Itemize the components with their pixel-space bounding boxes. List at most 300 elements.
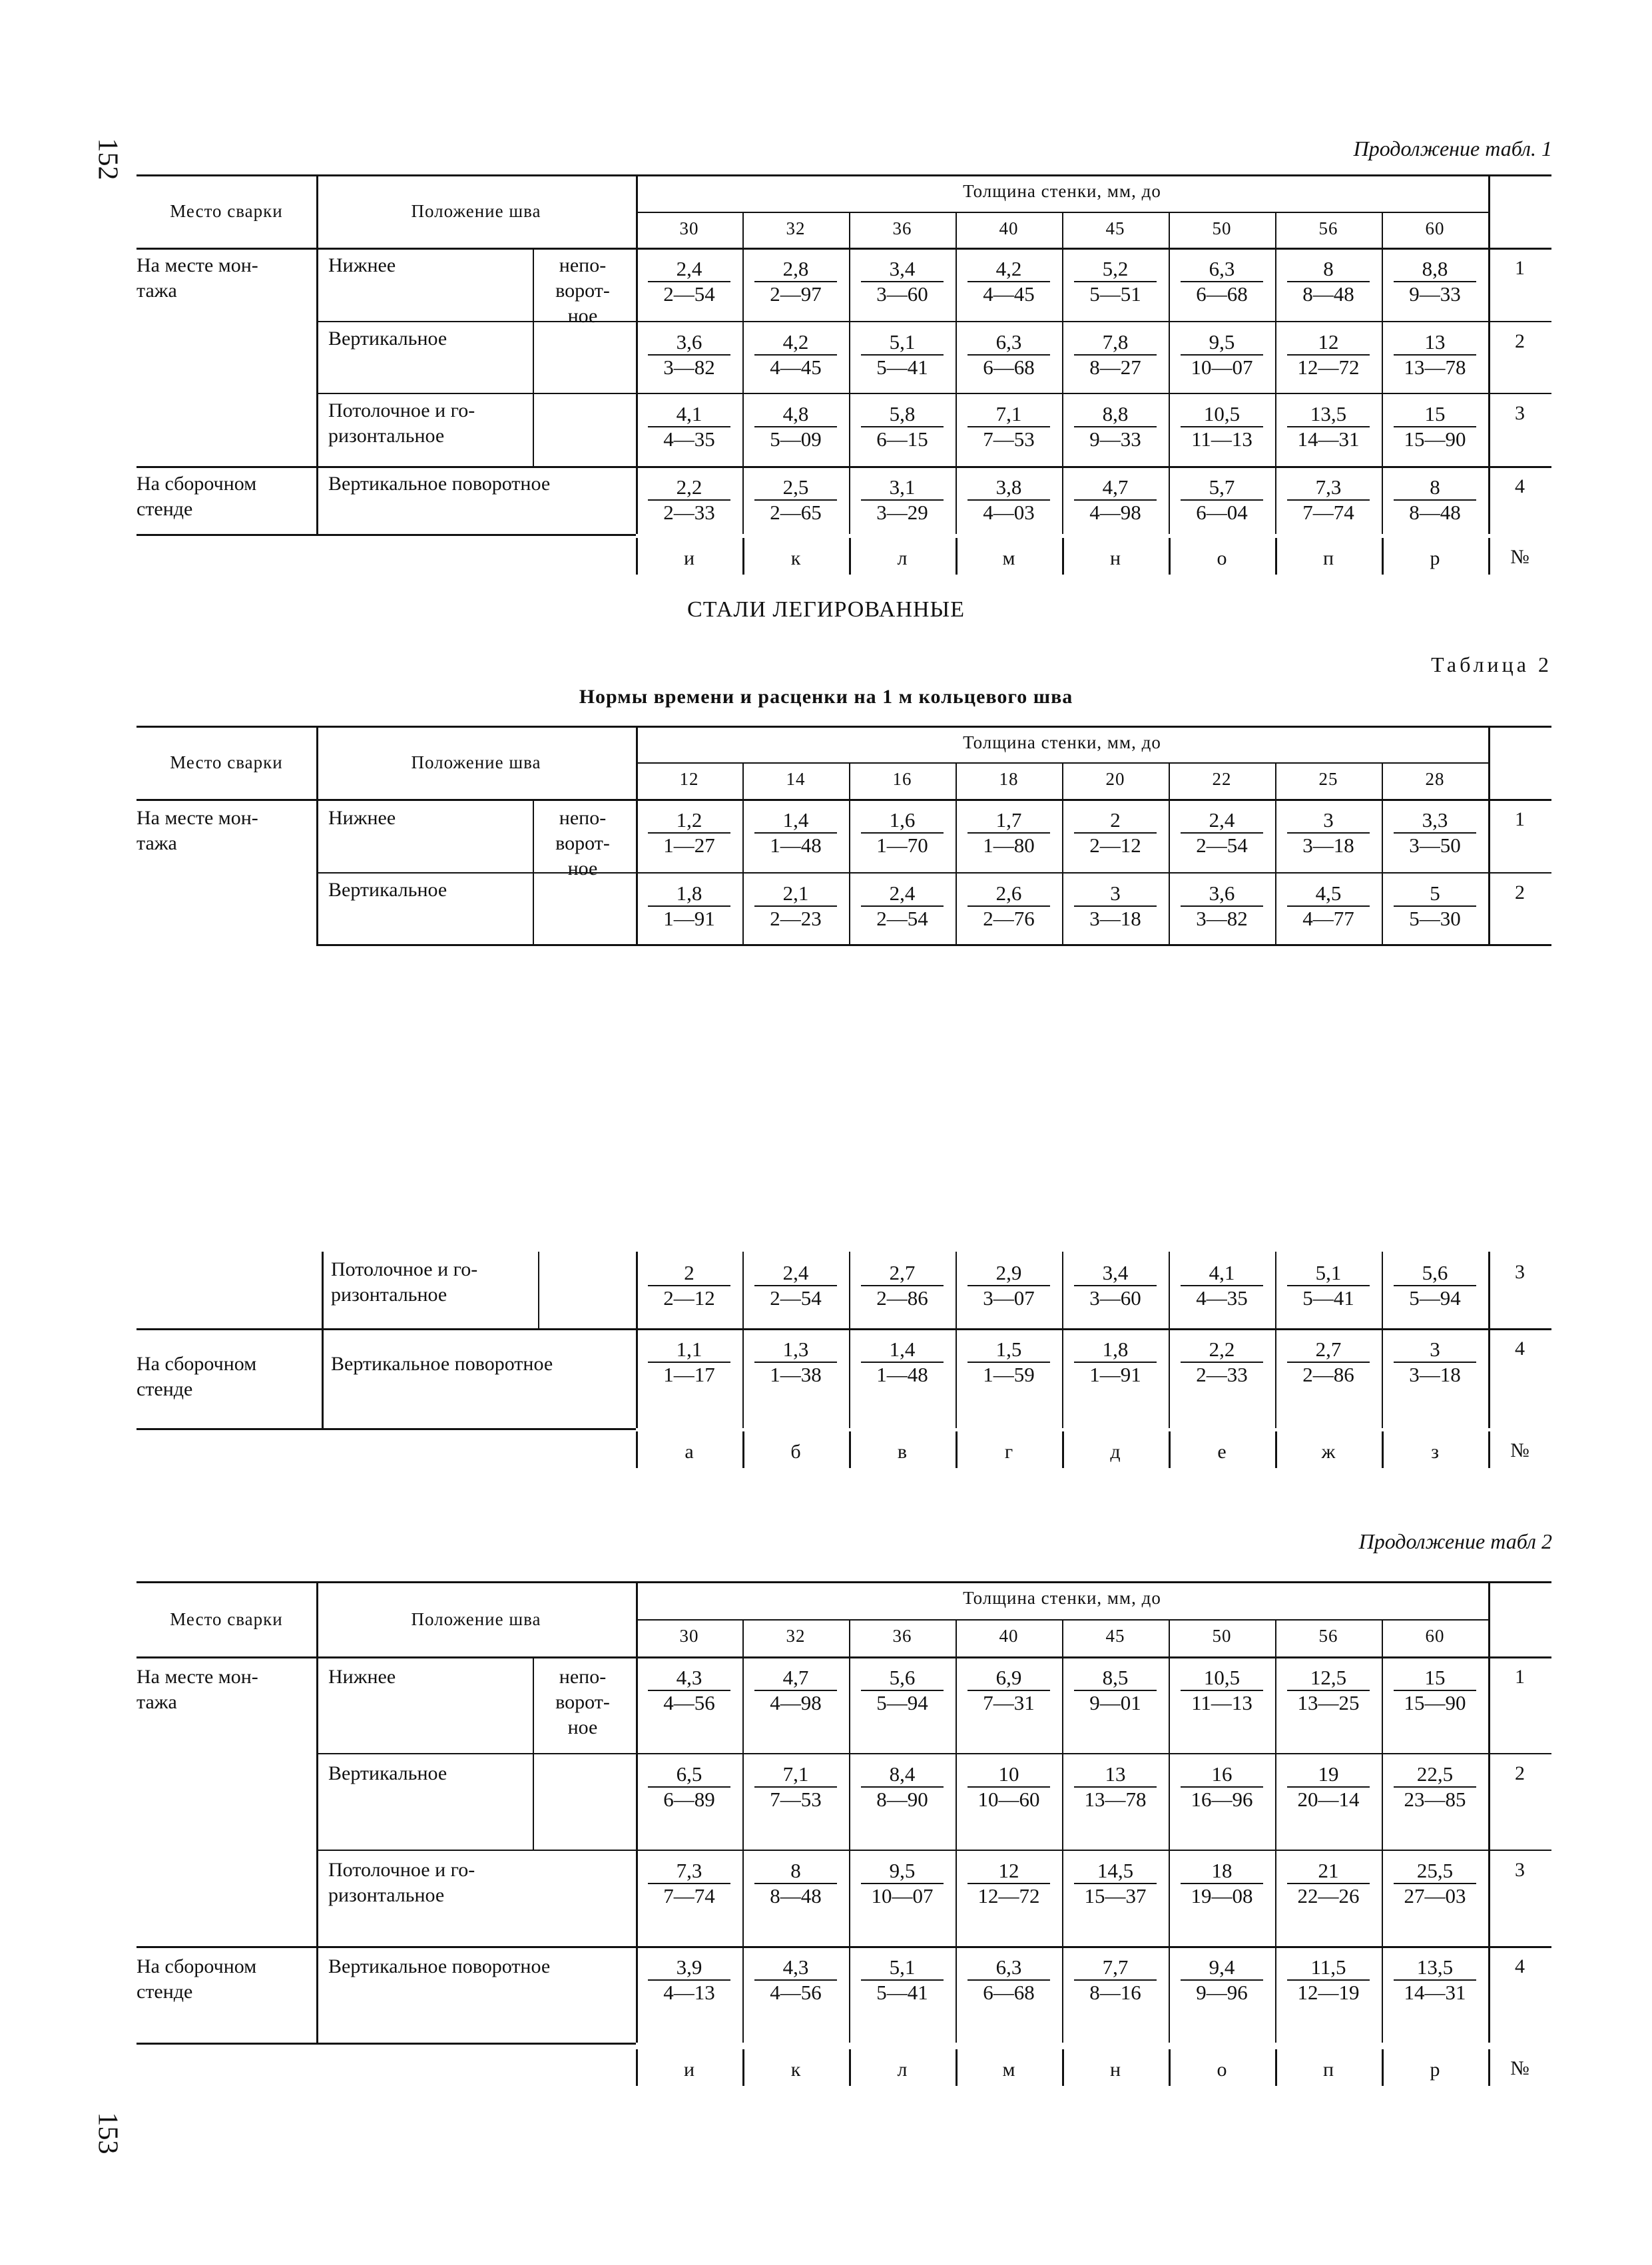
column-line (1275, 321, 1276, 393)
norm-price-fraction (1382, 257, 1488, 306)
price: 7—74 (1287, 499, 1370, 525)
norm-price-fraction (1382, 808, 1488, 858)
time-norm: 13,5 (1310, 402, 1347, 425)
norm-price-fraction (1169, 1955, 1275, 2005)
norm-price-fraction (956, 1338, 1062, 1387)
row-number: 4 (1515, 1338, 1525, 1360)
label-site: На месте мон- тажа (137, 807, 258, 854)
column-line (1275, 1252, 1276, 1328)
rule-line (137, 1428, 636, 1430)
column-letter: м (1002, 2059, 1015, 2081)
norm-price-fraction (1382, 1261, 1488, 1310)
rule-line (137, 1581, 1551, 1583)
price: 20—14 (1287, 1786, 1370, 1812)
price: 2—97 (754, 281, 837, 306)
time-norm: 8,8 (1422, 257, 1448, 280)
norm-price-fraction (742, 881, 849, 931)
column-line (1275, 1328, 1276, 1428)
column-letter: о (1217, 547, 1227, 569)
price: 14—31 (1394, 1979, 1476, 2005)
norm-price-fraction (1169, 257, 1275, 306)
norm-price-fraction (636, 1762, 742, 1812)
column-line (1382, 466, 1383, 534)
column-line (742, 538, 744, 575)
rule-line (137, 1328, 1551, 1330)
norm-price-fraction (636, 330, 742, 379)
norm-price-fraction (1062, 1338, 1169, 1387)
time-norm: 2,4 (782, 1261, 809, 1284)
column-line (1275, 1946, 1276, 2043)
header-place: Место сварки (170, 752, 283, 772)
column-letter: и (683, 2059, 695, 2081)
norm-price-fraction (849, 257, 956, 306)
column-line (1488, 1581, 1490, 1656)
column-line (1169, 1431, 1171, 1468)
row-number: 4 (1515, 475, 1525, 497)
column-letter: б (790, 1441, 801, 1463)
norm-price-fraction (636, 475, 742, 525)
column-thickness: 36 (892, 218, 912, 238)
time-norm: 16 (1211, 1762, 1233, 1786)
column-line (1169, 466, 1170, 534)
column-line (636, 1328, 638, 1428)
column-line (1062, 799, 1063, 872)
price: 3—82 (648, 354, 730, 379)
price: 5—09 (754, 426, 837, 451)
norm-price-fraction (849, 881, 956, 931)
price: 9—96 (1181, 1979, 1263, 2005)
price: 5—41 (1287, 1285, 1370, 1310)
column-line (1169, 1850, 1170, 1946)
norm-price-fraction (849, 1859, 956, 1908)
column-line (1488, 1946, 1490, 2043)
price: 3—07 (967, 1285, 1050, 1310)
column-line (742, 1431, 744, 1468)
column-thickness: 36 (892, 1626, 912, 1646)
price: 19—08 (1181, 1883, 1263, 1908)
row-number: 1 (1515, 257, 1525, 279)
norm-price-fraction (1062, 1261, 1169, 1310)
time-norm: 4,2 (995, 257, 1022, 280)
time-norm: 2,4 (889, 881, 916, 905)
price: 4—03 (967, 499, 1050, 525)
column-line (1169, 248, 1170, 321)
column-line (538, 1252, 539, 1328)
column-line (636, 248, 638, 321)
row-number: 1 (1515, 808, 1525, 830)
norm-price-fraction (849, 330, 956, 379)
row-number: 3 (1515, 1261, 1525, 1283)
price: 2—33 (1181, 1362, 1263, 1387)
price: 4—77 (1287, 905, 1370, 931)
price: 2—54 (648, 281, 730, 306)
time-norm: 21 (1318, 1859, 1339, 1882)
time-norm: 6,3 (995, 1955, 1022, 1979)
time-norm: 15 (1424, 402, 1446, 425)
column-line (849, 538, 851, 575)
time-norm: 2,4 (1209, 808, 1235, 832)
time-norm: 3,1 (889, 475, 916, 499)
column-thickness: 45 (1105, 218, 1125, 238)
header-place: Место сварки (170, 1609, 283, 1629)
label-vertical-rotating: Вертикальное поворотное (328, 473, 551, 495)
column-line (636, 538, 638, 575)
column-line (1169, 1252, 1170, 1328)
norm-price-fraction (742, 402, 849, 451)
table2-cont-note: Продолжение табл 2 (1358, 1529, 1552, 1553)
time-norm: 7,3 (1315, 475, 1342, 499)
price: 2—54 (1181, 832, 1263, 858)
price: 7—53 (754, 1786, 837, 1812)
column-line (636, 799, 638, 872)
price: 1—91 (1074, 1362, 1157, 1387)
column-line (1275, 1753, 1276, 1850)
norm-price-fraction (742, 1338, 849, 1387)
time-norm: 8 (790, 1859, 801, 1882)
norm-price-fraction (956, 257, 1062, 306)
column-line (533, 248, 534, 466)
price: 7—31 (967, 1690, 1050, 1715)
column-line (1169, 1946, 1170, 2043)
time-norm: 1,2 (676, 808, 702, 832)
rule-line (137, 174, 1551, 176)
column-line (1488, 872, 1490, 944)
row-number: 2 (1515, 330, 1525, 352)
time-norm: 8,4 (889, 1762, 916, 1786)
column-line (1382, 321, 1383, 393)
price: 5—94 (1394, 1285, 1476, 1310)
norm-price-fraction (1169, 475, 1275, 525)
column-thickness: 30 (679, 1626, 699, 1646)
column-line (956, 2049, 958, 2086)
column-letter: з (1431, 1441, 1439, 1463)
norm-price-fraction (1062, 475, 1169, 525)
column-line (1488, 538, 1490, 575)
time-norm: 10,5 (1203, 402, 1240, 425)
norm-price-fraction (636, 402, 742, 451)
column-line (1488, 2049, 1490, 2086)
price: 6—89 (648, 1786, 730, 1812)
rule-line (137, 1656, 1551, 1658)
price: 22—26 (1287, 1883, 1370, 1908)
column-line (1062, 1753, 1063, 1850)
column-line (1382, 393, 1383, 466)
column-line (742, 1753, 744, 1850)
norm-price-fraction (636, 1666, 742, 1715)
price: 2—33 (648, 499, 730, 525)
column-line (1062, 872, 1063, 944)
column-line (956, 321, 957, 393)
price: 14—31 (1287, 426, 1370, 451)
label-stand: На сборочном стенде (137, 473, 257, 520)
price: 7—74 (648, 1883, 730, 1908)
norm-price-fraction (636, 257, 742, 306)
column-line (956, 872, 957, 944)
price: 4—13 (648, 1979, 730, 2005)
row-number-header: № (1510, 546, 1529, 568)
norm-price-fraction (1275, 257, 1382, 306)
time-norm: 1,6 (889, 808, 916, 832)
price: 13—78 (1394, 354, 1476, 379)
column-line (533, 1656, 534, 1850)
time-norm: 3,3 (1422, 808, 1448, 832)
column-letter: н (1109, 547, 1121, 569)
time-norm: 1,3 (782, 1338, 809, 1361)
norm-price-fraction (1062, 402, 1169, 451)
column-thickness: 40 (999, 1626, 1019, 1646)
column-line (742, 872, 744, 944)
column-line (742, 321, 744, 393)
time-norm: 5,1 (889, 1955, 916, 1979)
column-line (1169, 538, 1171, 575)
norm-price-fraction (636, 1338, 742, 1387)
label-vertical: Вертикальное (328, 1762, 447, 1784)
time-norm: 4,2 (782, 330, 809, 354)
price: 11—13 (1181, 426, 1263, 451)
column-line (1169, 799, 1170, 872)
column-line (1488, 1753, 1490, 1850)
norm-price-fraction (742, 330, 849, 379)
price: 4—56 (648, 1690, 730, 1715)
norm-price-fraction (742, 475, 849, 525)
norm-price-fraction (956, 402, 1062, 451)
row-number: 3 (1515, 402, 1525, 424)
price: 8—16 (1074, 1979, 1157, 2005)
price: 6—68 (967, 354, 1050, 379)
page-number-bottom: 153 (92, 2112, 123, 2154)
time-norm: 10,5 (1203, 1666, 1240, 1689)
column-line (956, 538, 958, 575)
column-line (322, 1252, 324, 1428)
norm-price-fraction (1169, 881, 1275, 931)
price: 6—04 (1181, 499, 1263, 525)
label-nonrotating: непо- ворот- ное (555, 1666, 610, 1738)
price: 2—86 (1287, 1362, 1370, 1387)
price: 23—85 (1394, 1786, 1476, 1812)
norm-price-fraction (1382, 1955, 1488, 2005)
time-norm: 9,5 (1209, 330, 1235, 354)
time-norm: 7,3 (676, 1859, 702, 1882)
norm-price-fraction (1275, 1261, 1382, 1310)
time-norm: 2,5 (782, 475, 809, 499)
norm-price-fraction (1062, 1955, 1169, 2005)
time-norm: 5,6 (889, 1666, 916, 1689)
norm-price-fraction (849, 1955, 956, 2005)
label-bottom: Нижнее (328, 254, 396, 276)
column-line (1062, 538, 1064, 575)
column-line (1275, 2049, 1277, 2086)
norm-price-fraction (1275, 1955, 1382, 2005)
label-site: На месте мон- тажа (137, 254, 258, 302)
norm-price-fraction (1275, 1859, 1382, 1908)
norm-price-fraction (742, 1859, 849, 1908)
price: 12—19 (1287, 1979, 1370, 2005)
label-vertical-rotating: Вертикальное поворотное (328, 1955, 551, 1977)
time-norm: 13 (1424, 330, 1446, 354)
rule-line (137, 248, 1551, 250)
column-line (956, 1431, 958, 1468)
table2-title: Нормы времени и расценки на 1 м кольцевого шва (579, 686, 1073, 708)
price: 4—35 (1181, 1285, 1263, 1310)
column-line (1275, 872, 1276, 944)
price: 4—45 (967, 281, 1050, 306)
norm-price-fraction (742, 1666, 849, 1715)
time-norm: 5,1 (889, 330, 916, 354)
time-norm: 3,6 (1209, 881, 1235, 905)
row-number: 1 (1515, 1666, 1525, 1688)
time-norm: 12 (998, 1859, 1019, 1882)
price: 2—76 (967, 905, 1050, 931)
column-line (742, 1946, 744, 2043)
time-norm: 4,5 (1315, 881, 1342, 905)
column-thickness: 32 (786, 1626, 806, 1646)
norm-price-fraction (1062, 1762, 1169, 1812)
column-line (849, 799, 850, 872)
table2-label: Таблица 2 (1431, 652, 1552, 676)
header-position: Положение шва (411, 1609, 541, 1629)
column-line (1488, 174, 1490, 248)
price: 2—54 (861, 905, 944, 931)
time-norm: 5,7 (1209, 475, 1235, 499)
price: 1—38 (754, 1362, 837, 1387)
price: 3—18 (1394, 1362, 1476, 1387)
column-line (1488, 799, 1490, 872)
column-line (636, 466, 638, 534)
price: 2—65 (754, 499, 837, 525)
price: 5—41 (861, 1979, 944, 2005)
price: 15—90 (1394, 1690, 1476, 1715)
label-bottom: Нижнее (328, 1666, 396, 1688)
column-line (1062, 1946, 1063, 2043)
section-heading: СТАЛИ ЛЕГИРОВАННЫЕ (687, 597, 965, 622)
column-letter: в (897, 1441, 908, 1463)
norm-price-fraction (956, 330, 1062, 379)
time-norm: 4,3 (782, 1955, 809, 1979)
column-line (849, 1431, 851, 1468)
time-norm: 2,6 (995, 881, 1022, 905)
column-letter: е (1217, 1441, 1227, 1463)
time-norm: 5 (1430, 881, 1440, 905)
column-line (1488, 1252, 1490, 1328)
norm-price-fraction (1169, 1261, 1275, 1310)
norm-price-fraction (1062, 881, 1169, 931)
column-letter: л (897, 547, 908, 569)
time-norm: 9,4 (1209, 1955, 1235, 1979)
price: 6—68 (1181, 281, 1263, 306)
price: 3—82 (1181, 905, 1263, 931)
column-line (849, 1753, 850, 1850)
price: 8—48 (1287, 281, 1370, 306)
price: 2—86 (861, 1285, 944, 1310)
price: 2—12 (1074, 832, 1157, 858)
column-line (1382, 1656, 1383, 1753)
price: 6—15 (861, 426, 944, 451)
norm-price-fraction (636, 1261, 742, 1310)
rule-line (316, 1850, 533, 1851)
price: 5—30 (1394, 905, 1476, 931)
norm-price-fraction (849, 808, 956, 858)
price: 1—27 (648, 832, 730, 858)
time-norm: 4,8 (782, 402, 809, 425)
rule-line (316, 1753, 533, 1754)
column-line (849, 466, 850, 534)
norm-price-fraction (849, 475, 956, 525)
time-norm: 4,7 (1102, 475, 1129, 499)
norm-price-fraction (956, 881, 1062, 931)
column-line (636, 393, 638, 466)
time-norm: 2,7 (889, 1261, 916, 1284)
norm-price-fraction (636, 808, 742, 858)
price: 15—90 (1394, 426, 1476, 451)
label-vertical-rotating: Вертикальное поворотное (331, 1353, 553, 1375)
norm-price-fraction (742, 1261, 849, 1310)
column-line (1488, 1850, 1490, 1946)
time-norm: 3 (1323, 808, 1334, 832)
price: 8—90 (861, 1786, 944, 1812)
column-line (742, 1252, 744, 1328)
price: 7—53 (967, 426, 1050, 451)
norm-price-fraction (956, 1261, 1062, 1310)
column-line (1275, 538, 1277, 575)
time-norm: 5,1 (1315, 1261, 1342, 1284)
column-line (956, 1850, 957, 1946)
time-norm: 13,5 (1416, 1955, 1454, 1979)
price: 2—54 (754, 1285, 837, 1310)
norm-price-fraction (742, 1762, 849, 1812)
column-line (636, 2049, 638, 2086)
time-norm: 3,4 (889, 257, 916, 280)
column-thickness: 16 (892, 769, 912, 789)
column-line (956, 1946, 957, 2043)
column-line (956, 1252, 957, 1328)
column-thickness: 50 (1212, 218, 1232, 238)
column-thickness: 18 (999, 769, 1019, 789)
column-line (956, 799, 957, 872)
label-bottom: Нижнее (328, 807, 396, 829)
price: 1—59 (967, 1362, 1050, 1387)
column-line (742, 799, 744, 872)
norm-price-fraction (1275, 1666, 1382, 1715)
norm-price-fraction (1062, 1859, 1169, 1908)
price: 9—01 (1074, 1690, 1157, 1715)
norm-price-fraction (1382, 1762, 1488, 1812)
norm-price-fraction (1275, 808, 1382, 858)
norm-price-fraction (1275, 881, 1382, 931)
column-line (316, 799, 318, 944)
column-line (1062, 466, 1063, 534)
rule-line (137, 726, 1551, 728)
time-norm: 2,2 (676, 475, 702, 499)
column-line (1062, 393, 1063, 466)
rule-line (316, 393, 533, 394)
column-line (742, 1328, 744, 1428)
column-letter: и (683, 547, 695, 569)
column-line (636, 1431, 638, 1468)
column-line (1062, 2049, 1064, 2086)
norm-price-fraction (1382, 475, 1488, 525)
column-line (636, 1656, 638, 1753)
column-line (1169, 321, 1170, 393)
price: 12—72 (1287, 354, 1370, 379)
label-site: На месте мон- тажа (137, 1666, 258, 1713)
label-vertical: Вертикальное (328, 879, 447, 901)
price: 9—33 (1074, 426, 1157, 451)
price: 27—03 (1394, 1883, 1476, 1908)
column-thickness: 32 (786, 218, 806, 238)
norm-price-fraction (742, 257, 849, 306)
column-line (956, 466, 957, 534)
column-line (1169, 1753, 1170, 1850)
